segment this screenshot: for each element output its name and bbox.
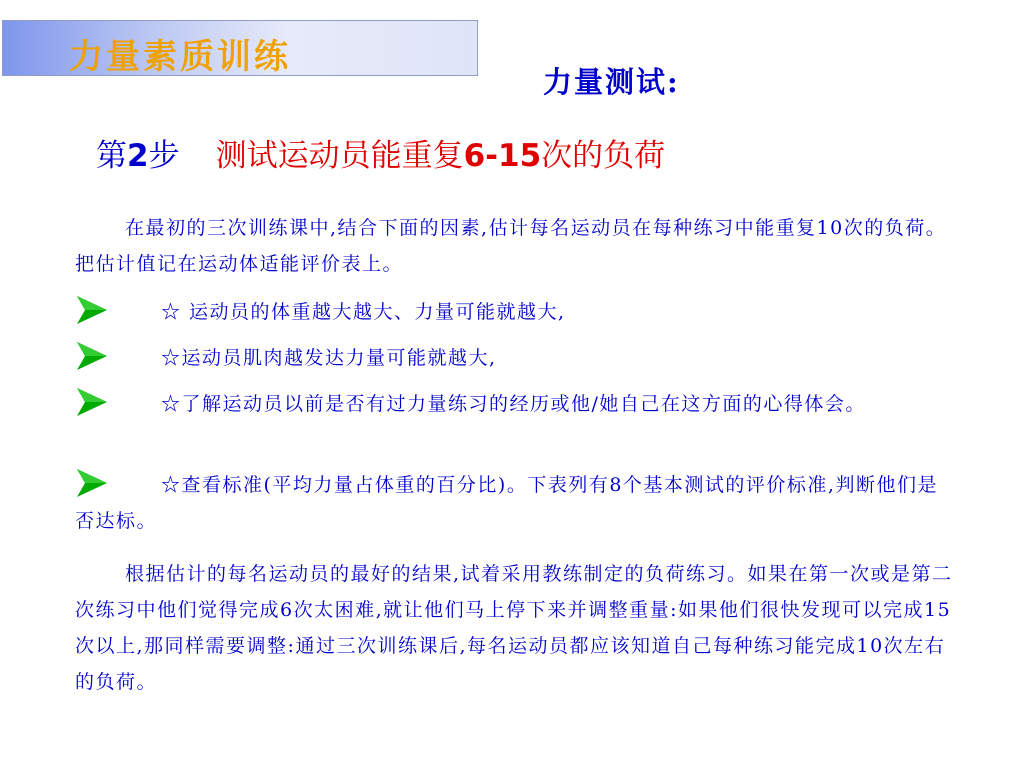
bullet-item bbox=[75, 340, 955, 376]
step-prefix: 第 bbox=[96, 138, 127, 174]
closing-paragraph: 根据估计的每名运动员的最好的结果,试着采用教练制定的负荷练习。如果在第一次或是第二次练习中他们觉得完成6次太困难,就让他们马上停下来并调整重量:如果他们很快发现可以完成15次以上,那同样需要调整:通过三次训练课后,每名运动员都应该知道自己每种练习能完成10次左右的负荷。 bbox=[75, 563, 953, 693]
bullet-text: ☆了解运动员以前是否有过力量练习的经历或他/她自己在这方面的心得体会。 bbox=[161, 393, 866, 415]
bullet-text: ☆查看标准(平均力量占体重的百分比)。下表列有8个基本测试的评价标准,判断他们是否达标。 bbox=[75, 474, 938, 532]
arrow-bullet-icon bbox=[75, 294, 109, 326]
step-range: 6-15 bbox=[463, 138, 542, 174]
arrow-bullet-icon bbox=[75, 467, 109, 499]
title-banner bbox=[2, 20, 478, 76]
arrow-bullet-icon bbox=[75, 340, 109, 372]
step-number: 2 bbox=[127, 138, 149, 174]
step-description: 测试运动员能重复 bbox=[215, 138, 464, 174]
bullet-text: ☆运动员肌肉越发达力量可能就越大, bbox=[161, 347, 497, 369]
step-suffix: 步 bbox=[148, 138, 180, 174]
bullet-text: ☆ 运动员的体重越大越大、力量可能就越大, bbox=[161, 301, 566, 323]
step-description-end: 次的负荷 bbox=[541, 138, 666, 174]
bullet-item bbox=[75, 386, 955, 422]
bullet-item bbox=[75, 467, 955, 539]
section-subtitle: 力量测试: bbox=[543, 65, 680, 99]
bullet-item bbox=[75, 294, 955, 330]
arrow-bullet-icon bbox=[75, 386, 109, 418]
slide-title: 力量素质训练 bbox=[69, 37, 291, 77]
intro-paragraph: 在最初的三次训练课中,结合下面的因素,估计每名运动员在每种练习中能重复10次的负荷。把估计值记在运动体适能评价表上。 bbox=[75, 217, 947, 275]
step-heading bbox=[96, 130, 665, 175]
